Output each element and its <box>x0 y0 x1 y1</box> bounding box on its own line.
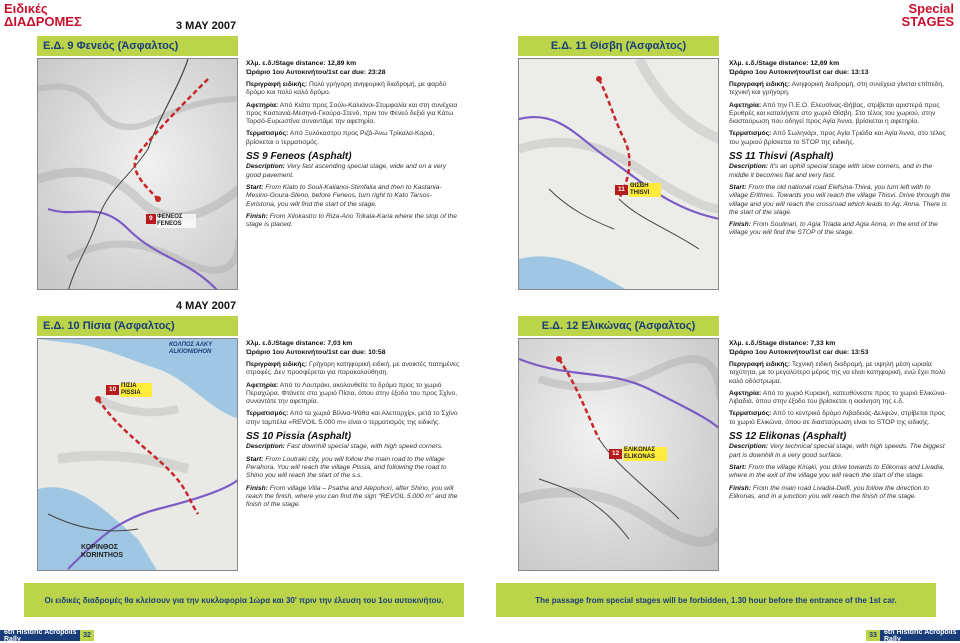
left-footer-text: Οι ειδικές διαδρομές θα κλείσουν για την κυκλοφορία 1ώρα και 30' πριν την έλευση του 1ου αυτοκινήτου. <box>44 595 444 605</box>
stage10-gr-start-label: Αφετηρία: <box>246 381 279 389</box>
stage11-text <box>729 60 951 242</box>
left-page-label-bar <box>0 630 80 641</box>
stage11-en-start <box>729 184 951 217</box>
left-page-number: 32 <box>80 630 94 641</box>
stage9-gr-finish <box>246 130 460 147</box>
stage10-gr-finish-label: Τερματισμός: <box>246 410 289 418</box>
stage12-en-finish-label: Finish: <box>729 484 751 492</box>
stage9-map-number: 9 <box>146 214 156 224</box>
right-page-label-bar <box>880 630 960 641</box>
stage10-map <box>37 338 238 571</box>
right-brand <box>902 2 955 28</box>
stage12-en-start-text: From the village Kiriaki, you drive towards to Elikonas and Livadia, where in the exit of the village you will reach the start of the stage. <box>729 463 945 480</box>
stage12-gr-desc-text: Τεχνική ειδική διαδρομή, με υψηλή μέση ωριαία ταχύτητα, με το μεγαλύτερο μέρος της να είναι κατηφορική, ενώ έχει πολύ καλό οδόστρωμα. <box>729 361 946 385</box>
stage10-title-bar <box>37 316 238 336</box>
stage10-en-finish <box>246 485 460 510</box>
stage11-map-number: 11 <box>615 185 628 195</box>
left-brand <box>4 2 82 28</box>
stage10-map-gulf: ΚΟΛΠΟΣ ΑΛΚΥ ALKIONIDHON <box>169 342 213 355</box>
stage12-en-title: SS 12 Elikonas (Asphalt) <box>729 431 847 443</box>
stage12-gr-desc <box>729 361 951 386</box>
stage12-en-start <box>729 464 951 481</box>
stage11-gr-desc-label: Περιγραφή ειδικής: <box>729 81 791 88</box>
stage11-gr-desc-text: Ανηφορική διαδρομή, στη συνέχεια γίνεται επίπεδη, τεχνική και γρήγορη. <box>729 81 944 97</box>
stage9-en-desc-label: Description: <box>246 163 286 171</box>
stage12-gr-start-label: Αφετηρία: <box>729 389 762 397</box>
stage9-en-title: SS 9 Feneos (Asphalt) <box>246 151 352 163</box>
stage10-en-desc-text: Fast downhill special stage, with high speed corners. <box>285 443 443 451</box>
stage11-en-finish <box>729 221 951 238</box>
stage11-en-start-label: Start: <box>729 183 747 191</box>
stage11-title-bar <box>518 36 719 56</box>
stage12-en-finish <box>729 485 951 502</box>
stage11-map-label: ΘΙΣΒΗ THISVI <box>629 183 661 197</box>
right-brand-line1: Special <box>908 1 954 16</box>
right-page-number: 33 <box>866 630 880 641</box>
date-label-1: 3 ΜΑΥ 2007 <box>176 20 237 32</box>
stage12-gr-start-text: Από το χωριό Κυριακή, κατευθύνεστε προς το χωριό Ελικώνα-Λιβαδιά, όπου στην έξοδο του βρίσκεται η εκκίνηση της ε.δ. <box>729 389 947 406</box>
stage12-map-number: 12 <box>609 449 622 459</box>
stage9-en-desc-text: Very fast ascending special stage, wide and on a very good pavement. <box>246 163 447 179</box>
stage11-gr-finish <box>729 130 951 147</box>
stage11-gr-finish-text: Από Σωληνάρι, προς Αγία Τριάδα και Αγία Άννα, στο τέλος του χωριού βρίσκεται το STOP της ειδικής. <box>729 130 946 146</box>
stage12-title-bar <box>518 316 719 336</box>
stage11-gr-finish-label: Τερματισμός: <box>729 130 772 138</box>
stage10-map-city: ΚΟΡΙΝΘΟΣ KORINTHOS <box>81 544 123 559</box>
stage9-gr-desc-label: Περιγραφή ειδικής: <box>246 81 308 88</box>
stage10-en-title: SS 10 Pissia (Asphalt) <box>246 431 352 443</box>
stage10-en-desc-label: Description: <box>246 443 286 451</box>
stage9-gr-finish-label: Τερματισμός: <box>246 130 289 138</box>
stage12-en-desc <box>729 443 951 460</box>
stage10-gr-start <box>246 382 460 407</box>
stage11-en-title: SS 11 Thisvi (Asphalt) <box>729 151 834 163</box>
left-brand-line1: Ειδικές <box>4 1 48 16</box>
stage10-map-label: ΠΙΣΙΑ PISSIA <box>120 383 152 397</box>
stage11-en-finish-label: Finish: <box>729 221 751 229</box>
stage11-gr-desc <box>729 81 951 98</box>
stage11-en-desc <box>729 163 951 180</box>
stage9-title-bar <box>37 36 238 56</box>
stage12-en-desc-label: Description: <box>729 443 769 451</box>
stage11-gr-start-label: Αφετηρία: <box>729 101 762 109</box>
stage11-distance: Χλμ. ε.δ./Stage distance: 12,69 km <box>729 60 840 67</box>
stage10-gr-desc <box>246 361 460 378</box>
stage9-en-finish-text: From Xilokastro to Riza-Ano Trikala-Karia where the stop of the stage is placed. <box>246 212 457 229</box>
stage9-en-finish-label: Finish: <box>246 212 268 220</box>
stage9-gr-desc-text: Πολύ γρήγορη ανηφορική διαδρομή, με φαρδύ δρόμο και πολύ καλό δρόμο. <box>246 81 447 97</box>
stage10-gr-finish <box>246 410 460 427</box>
stage9-gr-start-label: Αφετηρία: <box>246 101 279 109</box>
stage10-en-desc <box>246 443 460 451</box>
stage10-en-start-label: Start: <box>246 455 264 463</box>
stage12-gr-finish-label: Τερματισμός: <box>729 410 772 418</box>
right-footer-notice <box>496 583 936 617</box>
stage11-gr-start-text: Από την Π.Ε.Ο. Ελευσίνας-Θήβας, στρίβεται αριστερά προς Ερυθρές και καταλήγετε στο χωριό Θίσβη. Στο τέλος του χωριού, στην διασταύρωση που οδηγεί προς Αγία Άννα, βρίσκεται η αφετηρία. <box>729 101 940 126</box>
stage9-gr-desc <box>246 81 460 98</box>
stage11-en-desc-label: Description: <box>729 163 769 171</box>
stage11-en-finish-text: From Soulinari, to Agia Triada and Agia Anna, in the end of the village you will find the STOP of the stage. <box>729 221 938 237</box>
stage11-map-image <box>519 59 719 290</box>
stage12-car-due: Ώράριο 1ου Αυτοκινήτου/1st car due: 13:53 <box>729 348 869 356</box>
stage9-gr-finish-text: Από Ξυλόκαστρο προς Ριζά-Άνω Τρίκαλα-Καριά, βρίσκεται ο τερματισμός. <box>246 130 435 146</box>
stage12-map <box>518 338 719 571</box>
stage9-text <box>246 60 460 233</box>
stage10-en-finish-label: Finish: <box>246 484 268 492</box>
stage11-en-desc-text: It's an uphill special stage with slow corners, and in the middle it becomes flat and very fast. <box>729 163 933 179</box>
stage10-en-start-text: From Loutraki city, you will follow the main road to the village Perahora. You will reach the village Pissia, and following the road to Shino you will reach the start of the s.s. <box>246 455 447 480</box>
stage10-distance: Χλμ. ε.δ./Stage distance: 7,03 km <box>246 340 353 347</box>
stage10-gr-start-text: Από το Λουτράκι, ακολουθείτε το δρόμο προς το χωριό Περαχώρα. Φτάνετε στο χωριό Πίσια, όπου στην έξοδο του προς Σχίνο, συναντάτε την αφετηρία. <box>246 381 458 406</box>
stage9-car-due: Ώράριο 1ου Αυτοκινήτου/1st car due: 23:28 <box>246 68 386 76</box>
stage12-en-start-label: Start: <box>729 463 747 471</box>
stage9-en-start-label: Start: <box>246 183 264 191</box>
stage10-map-number: 10 <box>106 385 119 395</box>
stage10-gr-finish-text: Από τα χωριά Βίλλια-Ψάθα και Αλεπορχίρι, μετά το Σχίνο στην ταμπέλα «REVOIL 5.000 m» είναι ο τερματισμός της ειδικής. <box>246 410 458 426</box>
stage10-car-due: Ώράριο 1ου Αυτοκινήτου/1st car due: 10:58 <box>246 348 386 356</box>
stage12-text <box>729 340 951 505</box>
stage10-en-finish-text: From village Vilia – Psatha and Alepohori, after Shino, you will reach the finish, where you can find the sign “REVOIL 5.000 m” and the finish of the stage. <box>246 484 458 509</box>
stage12-gr-finish-text: Από το κεντρικό δρόμο Λιβαδειάς-Δελφών, στρίβεται προς το χωριό Ελικώνα, όπου σε διασταύρωση είναι το STOP της ειδικής. <box>729 410 945 426</box>
stage9-en-start <box>246 184 460 209</box>
left-brand-line2: ΔΙΑΔΡΟΜΕΣ <box>4 14 82 29</box>
stage9-gr-start-text: Από Κιάτο προς Σούλι-Καλιάνοι-Στυμφαλία και στη συνέχεια προς Κασταvιά-Μεσηνό-Γκούρα-Στενό, πριν τον Φενεό δεξιά για Κάτω Ταρσό-Ευρωστίνα συναντάμε την αφετηρία. <box>246 101 458 126</box>
stage9-en-start-text: From Kiato to Souli-Kalianoi-Stimfalia and then to Kastania-Mesino-Goura-Steno, before Feneos, turn right to Kato Tarsos-Evristona, you will find the start of the stage. <box>246 183 442 208</box>
stage9-map <box>37 58 238 290</box>
right-footer-text: The passage from special stages will be forbidden, 1.30 hour before the entrance of the 1st car. <box>535 595 897 605</box>
stage11-map <box>518 58 719 290</box>
left-page-label: 6th Historic Acropolis Rally <box>4 628 77 643</box>
left-footer-notice <box>24 583 464 617</box>
stage10-gr-desc-label: Περιγραφή ειδικής: <box>246 361 308 368</box>
stage11-en-start-text: From the old national road Elefsina-Thiva, you turn left with to village Erithres. Towards you will reach the village Thisvi. Drive through the village and you will reach the crossroad which leads to Ag. Anna. There is the start of the stage. <box>729 183 951 216</box>
stage9-map-image <box>38 59 238 290</box>
stage10-gr-desc-text: Γρήγορη κατηφορική ειδική, με ανοικτές πατημένες στροφές. Δεν προσφέρεται για παρακολούθηση. <box>246 361 460 377</box>
stage10-text <box>246 340 460 513</box>
stage9-distance: Χλμ. ε.δ./Stage distance: 12,89 km <box>246 60 357 67</box>
date-label-2: 4 ΜΑΥ 2007 <box>176 300 237 312</box>
stage10-map-image <box>38 339 238 571</box>
stage12-gr-desc-label: Περιγραφή ειδικής: <box>729 361 791 368</box>
stage12-meta <box>729 340 951 357</box>
stage9-map-label: ΦΕΝΕΟΣ FENEOS <box>156 214 196 228</box>
stage9-en-finish <box>246 213 460 230</box>
stage11-title: Ε.Δ. 11 Θίσβη (Άσφαλτος) <box>550 40 687 52</box>
stage12-gr-start <box>729 390 951 407</box>
stage12-title: Ε.Δ. 12 Ελικώνας (Άσφαλτος) <box>541 320 696 332</box>
stage12-en-desc-text: Very technical special stage, with high speeds. The biggest part is downhill in a very good surface. <box>729 443 945 459</box>
stage11-car-due: Ώράριο 1ου Αυτοκινήτου/1st car due: 13:13 <box>729 68 869 76</box>
right-page-label: 6th Historic Acropolis Rally <box>884 628 957 643</box>
stage10-title: Ε.Δ. 10 Πίσια (Άσφαλτος) <box>43 320 175 332</box>
stage9-gr-start <box>246 102 460 127</box>
stage9-title: Ε.Δ. 9 Φενεός (Άσφαλτος) <box>43 40 179 52</box>
stage11-gr-start <box>729 102 951 127</box>
stage12-en-finish-text: From the main road Livadia-Delfi, you follow the direction to Elikonas, and in a junction you will reach the finish of the stage. <box>729 484 929 500</box>
stage9-en-desc <box>246 163 460 180</box>
stage10-en-start <box>246 456 460 481</box>
stage11-meta <box>729 60 951 77</box>
stage10-meta <box>246 340 460 357</box>
stage9-meta <box>246 60 460 77</box>
stage12-distance: Χλμ. ε.δ./Stage distance: 7,33 km <box>729 340 836 347</box>
right-brand-line2: STAGES <box>901 14 954 29</box>
stage12-map-label: ΕΛΙΚΩΝΑΣ ELIKONAS <box>623 447 667 461</box>
stage12-gr-finish <box>729 410 951 427</box>
